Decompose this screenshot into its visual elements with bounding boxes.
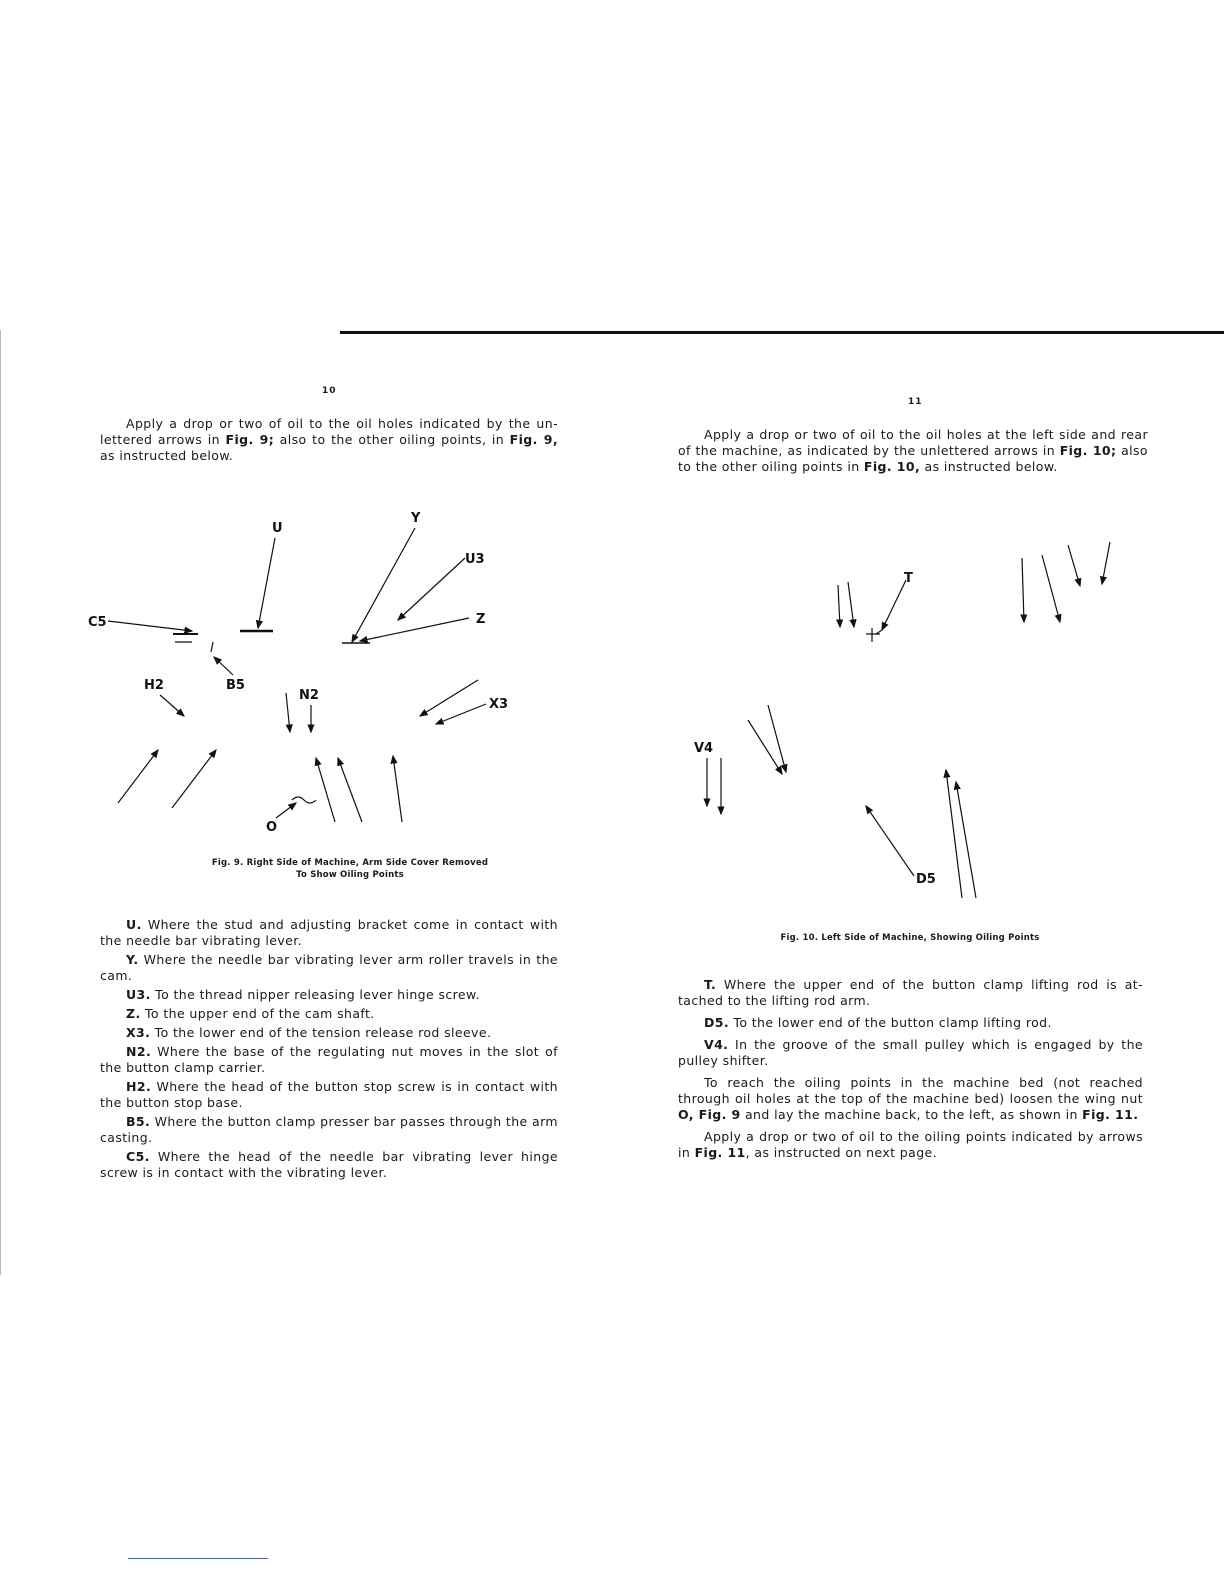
fig10-arrow-d5 [866,806,914,876]
right-reach-text-2: and lay the machine back, to the left, as shown in [740,1107,1083,1122]
fig9-arrow-h2 [160,695,184,716]
fig9-label-o: O [266,820,278,835]
left-item-z [100,1006,558,1022]
right-reach-paragraph [678,1075,1143,1123]
left-item-text: Where the button clamp presser bar passes through the arm casting. [100,1114,558,1145]
fig9-arrow-unlettered-5 [393,756,402,822]
fig10-arrow-t [882,580,906,630]
fig9-caption [150,857,550,881]
fig9-label-n2: N2 [299,688,319,703]
left-item-key: X3. [126,1025,151,1040]
fig9-arrow-unlettered-4 [338,758,362,822]
left-intro-paragraph [100,416,558,464]
left-items-list [100,917,558,1184]
left-item-text: Where the stud and adjusting bracket come in contact with the needle bar vibrating lever. [100,917,558,948]
page-top-rule [340,331,1224,334]
fig10-arrow-unlettered-2 [848,582,854,627]
fig10-arrow-unlettered-7 [748,720,782,774]
fig10-label-v4: V4 [694,741,714,756]
right-item-key: V4. [704,1037,729,1052]
fig9-caption-line-1: Fig. 9. Right Side of Machine, Arm Side Cover Removed [211,858,489,868]
left-item-text: To the lower end of the tension release rod sleeve. [150,1025,492,1040]
right-item-v4 [678,1037,1143,1069]
left-item-b5 [100,1114,558,1146]
left-item-key: U3. [126,987,151,1002]
fig9-arrow-b5 [214,657,233,675]
right-item-key: D5. [704,1015,730,1030]
left-item-key: Z. [126,1006,141,1021]
right-items-list [678,977,1143,1164]
right-final-text-1: Apply a drop or two of oil to the oiling points indicated by arrows in [678,1129,1143,1160]
left-item-text: To the thread nipper releasing lever hinge screw. [150,987,480,1002]
fig9-label-z: Z [476,612,486,627]
right-reach-ref-1: O, Fig. 9 [678,1107,741,1122]
left-item-key: H2. [126,1079,152,1094]
right-item-t [678,977,1143,1009]
left-page-number: 10 [322,386,337,396]
right-final-ref: Fig. 11 [694,1145,746,1160]
left-item-c5 [100,1149,558,1181]
fig9-caption-line-2: To Show Oiling Points [296,870,404,880]
right-reach-text-1: To reach the oiling points in the machine bed (not reached through oil holes at the top of the machine bed) loosen the wing nut [678,1075,1143,1106]
left-intro-text-2: also to the other oiling points, in [274,432,510,447]
left-item-text: Where the head of the needle bar vibrating lever hinge screw is in contact with the vibrating lever. [100,1149,558,1180]
right-intro-text-1: Apply a drop or two of oil to the oil holes at the left side and rear of the machine, as indicated by the unlettered arrows in [678,427,1148,458]
left-item-key: Y. [126,952,139,967]
fig9-wing-nut-part [292,797,316,803]
fig9-diagram [80,500,580,845]
right-final-paragraph [678,1129,1143,1161]
right-intro-paragraph [678,427,1148,475]
left-item-text: To the upper end of the cam shaft. [140,1006,375,1021]
fig10-arrow-unlettered-5 [1068,545,1080,586]
fig9-arrow-unlettered-2 [172,750,216,808]
right-item-text: In the groove of the small pulley which is engaged by the pulley shifter. [678,1037,1143,1068]
right-intro-text-3: as instructed below. [920,459,1058,474]
fig10-lifting-rod-part [866,628,882,642]
fig10-diagram [680,530,1140,905]
right-item-d5 [678,1015,1143,1031]
left-item-key: N2. [126,1044,152,1059]
fig9-arrow-y [352,528,415,642]
left-item-n2 [100,1044,558,1076]
left-item-key: U. [126,917,142,932]
fig10-label-d5: D5 [916,872,936,887]
fig9-label-b5: B5 [226,678,245,693]
fig10-label-t: T [904,571,913,586]
fig10-caption: Fig. 10. Left Side of Machine, Showing Oiling Points [780,933,1040,943]
right-intro-fig-ref-1: Fig. 10; [1059,443,1117,458]
left-item-x3 [100,1025,558,1041]
left-item-text: Where the needle bar vibrating lever arm roller travels in the cam. [100,952,558,983]
left-item-u3 [100,987,558,1003]
left-item-h2 [100,1079,558,1111]
fig9-label-c5: C5 [88,615,107,630]
fig9-label-y: Y [411,511,421,526]
fig9-arrow-o [276,803,296,818]
fig9-label-u3: U3 [465,552,485,567]
left-intro-text-3: as instructed below. [100,448,234,463]
fig9-label-h2: H2 [144,678,164,693]
fig10-arrow-unlettered-3 [1022,558,1024,622]
right-item-text: To the lower end of the button clamp lifting rod. [729,1015,1052,1030]
left-item-u [100,917,558,949]
left-item-text: Where the head of the button stop screw is in contact with the button stop base. [100,1079,558,1110]
left-intro-fig-ref-1: Fig. 9; [225,432,275,447]
bottom-link-line [128,1558,268,1559]
fig10-arrow-unlettered-6 [1102,542,1110,584]
right-intro-fig-ref-2: Fig. 10, [863,459,921,474]
fig9-arrow-unlettered-1 [118,750,158,803]
fig9-arrow-unlettered-3 [316,758,335,822]
fig10-arrow-unlettered-4 [1042,555,1060,622]
fig9-arrow-u3 [398,558,465,620]
fig10-arrow-unlettered-1 [838,585,840,627]
fig9-label-u: U [272,521,283,536]
left-item-y [100,952,558,984]
fig9-arrow-n2-1 [286,693,290,732]
right-final-text-2: , as instructed on next page. [745,1145,937,1160]
left-intro-text-1: Apply a drop or two of oil to the oil holes indicated by the un-lettered arrows in [100,416,558,447]
left-intro-fig-ref-2: Fig. 9, [509,432,558,447]
right-page-number: 11 [908,397,923,407]
fig9-arrow-c5 [108,621,192,631]
fig9-presser-bar-part [211,642,213,652]
left-item-key: C5. [126,1149,150,1164]
fig10-arrow-unlettered-9 [946,770,962,898]
right-intro-text-2: also to the other oiling points in [678,443,1148,474]
fig9-arrow-x3-2 [436,704,486,724]
right-reach-ref-2: Fig. 11. [1082,1107,1139,1122]
fig9-arrow-u [258,538,275,628]
right-item-key: T. [704,977,717,992]
right-item-text: Where the upper end of the button clamp lifting rod is at-tached to the lifting rod arm. [678,977,1143,1008]
left-item-key: B5. [126,1114,151,1129]
fig9-label-x3: X3 [489,697,509,712]
fig9-arrow-z [360,618,469,641]
fig10-arrow-unlettered-8 [768,705,786,772]
left-item-text: Where the base of the regulating nut moves in the slot of the button clamp carrier. [100,1044,558,1075]
page-left-edge [0,330,1,1275]
fig10-arrow-unlettered-10 [956,782,976,898]
